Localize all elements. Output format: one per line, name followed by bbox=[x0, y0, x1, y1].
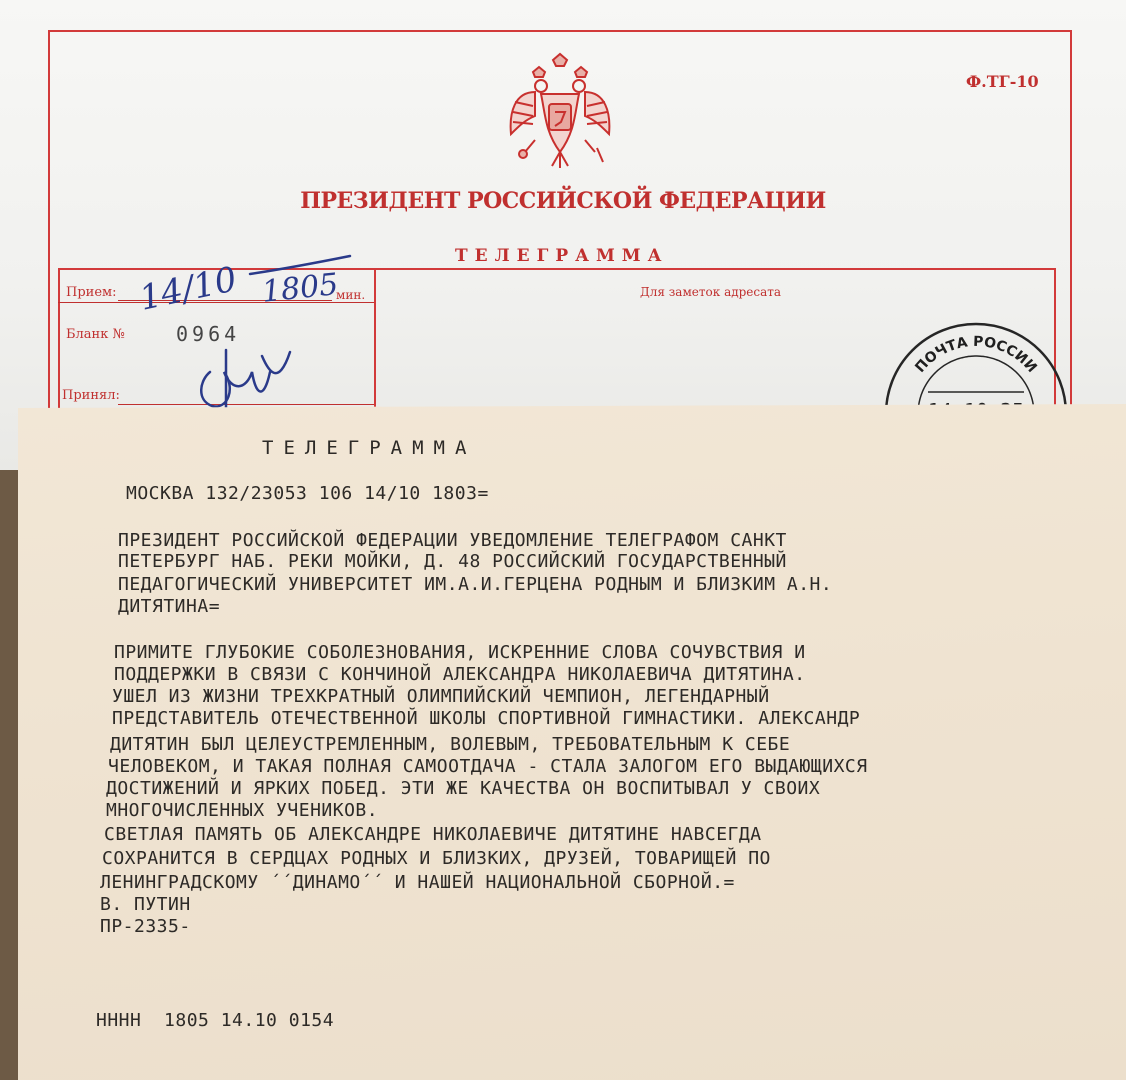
reference-number: ПР-2335- bbox=[100, 916, 191, 937]
body-line: МНОГОЧИСЛЕННЫХ УЧЕНИКОВ. bbox=[106, 800, 379, 821]
form-code: Ф.ТГ-10 bbox=[966, 72, 1039, 91]
addressee-notes-label: Для заметок адресата bbox=[640, 285, 782, 299]
body-line: УШЕЛ ИЗ ЖИЗНИ ТРЕХКРАТНЫЙ ОЛИМПИЙСКИЙ ЧЕМПИОН, ЛЕГЕНДАРНЫЙ bbox=[112, 686, 770, 707]
blank-number: 0964 bbox=[176, 322, 241, 346]
blank-subheading: ТЕЛЕГРАММА bbox=[455, 246, 669, 266]
body-line: ПОДДЕРЖКИ В СВЯЗИ С КОНЧИНОЙ АЛЕКСАНДРА НИКОЛАЕВИЧА ДИТЯТИНА. bbox=[114, 664, 806, 685]
handwritten-date: 14/10 bbox=[136, 259, 241, 319]
accepted-label: Принял: bbox=[62, 388, 120, 403]
address-line: ПЕТЕРБУРГ НАБ. РЕКИ МОЙКИ, Д. 48 РОССИЙСКИЙ ГОСУДАРСТВЕННЫЙ bbox=[118, 551, 787, 572]
telegram-title: ТЕЛЕГРАММА bbox=[262, 437, 477, 459]
body-line: ДИТЯТИН БЫЛ ЦЕЛЕУСТРЕМЛЕННЫМ, ВОЛЕВЫМ, ТРЕБОВАТЕЛЬНЫМ К СЕБЕ bbox=[110, 734, 791, 755]
body-line: СВЕТЛАЯ ПАМЯТЬ ОБ АЛЕКСАНДРЕ НИКОЛАЕВИЧЕ ДИТЯТИНЕ НАВСЕГДА bbox=[104, 824, 762, 845]
handwritten-time: 1805 bbox=[260, 266, 340, 310]
body-line: ПРИМИТЕ ГЛУБОКИЕ СОБОЛЕЗНОВАНИЯ, ИСКРЕННИЕ СЛОВА СОЧУВСТВИЯ И bbox=[114, 642, 806, 663]
address-line: ПРЕЗИДЕНТ РОССИЙСКОЙ ФЕДЕРАЦИИ УВЕДОМЛЕНИЕ ТЕЛЕГРАФОМ САНКТ bbox=[118, 530, 787, 551]
telegram-header: МОСКВА 132/23053 106 14/10 1803= bbox=[126, 483, 489, 504]
minutes-label: мин. bbox=[336, 288, 366, 302]
address-line: ПЕДАГОГИЧЕСКИЙ УНИВЕРСИТЕТ ИМ.А.И.ГЕРЦЕНА РОДНЫМ И БЛИЗКИМ А.Н. bbox=[118, 574, 833, 595]
address-line: ДИТЯТИНА= bbox=[118, 596, 221, 617]
svg-text:ПОЧТА РОССИИ bbox=[912, 334, 1039, 376]
body-line: СОХРАНИТСЯ В СЕРДЦАХ РОДНЫХ И БЛИЗКИХ, ДРУЗЕЙ, ТОВАРИЩЕЙ ПО bbox=[102, 848, 771, 869]
received-label: Прием: bbox=[66, 285, 117, 300]
blank-number-label: Бланк № bbox=[66, 327, 125, 342]
postmark-top-text: ПОЧТА РОССИИ bbox=[912, 333, 1040, 376]
signature: В. ПУТИН bbox=[100, 894, 191, 915]
body-line: ПРЕДСТАВИТЕЛЬ ОТЕЧЕСТВЕННОЙ ШКОЛЫ СПОРТИВНОЙ ГИМНАСТИКИ. АЛЕКСАНДР bbox=[112, 708, 861, 729]
body-line: ЛЕНИНГРАДСКОМУ ´´ДИНАМО´´ И НАШЕЙ НАЦИОНАЛЬНОЙ СБОРНОЙ.= bbox=[100, 872, 735, 893]
telegram-footer: НННН 1805 14.10 0154 bbox=[96, 1010, 335, 1031]
body-line: ДОСТИЖЕНИЙ И ЯРКИХ ПОБЕД. ЭТИ ЖЕ КАЧЕСТВА ОН ВОСПИТЫВАЛ У СВОИХ bbox=[106, 778, 821, 799]
blank-heading: ПРЕЗИДЕНТ РОССИЙСКОЙ ФЕДЕРАЦИИ bbox=[300, 188, 826, 214]
accepted-signature bbox=[201, 352, 290, 406]
body-line: ЧЕЛОВЕКОМ, И ТАКАЯ ПОЛНАЯ САМООТДАЧА - СТАЛА ЗАЛОГОМ ЕГО ВЫДАЮЩИХСЯ bbox=[108, 756, 868, 777]
